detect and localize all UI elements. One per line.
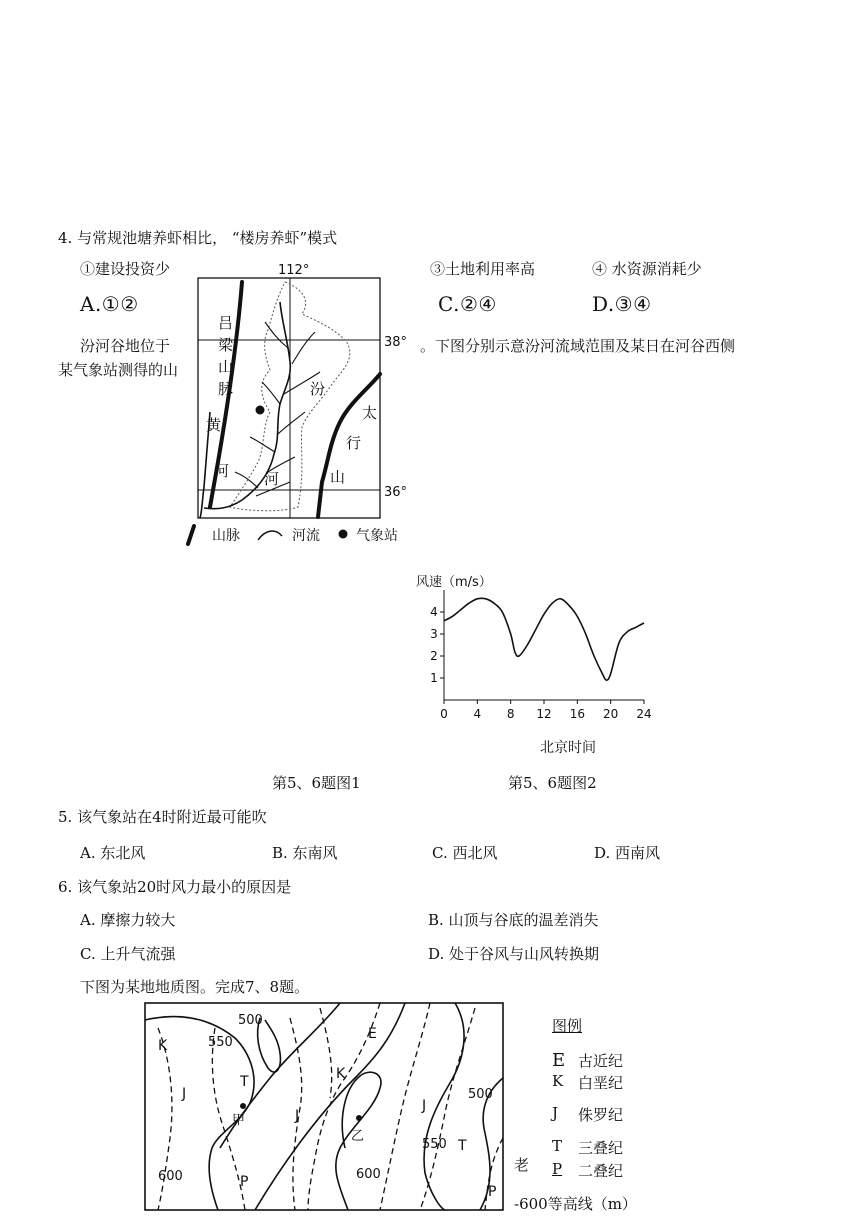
q6-stem: 6. 该气象站20时风力最小的原因是 <box>58 878 292 896</box>
chart-ticks <box>430 605 651 721</box>
q4-choice-a: A.①② <box>80 292 139 316</box>
geolegend-title: 图例 <box>552 1017 583 1035</box>
lvliang-char-4: 脉 <box>218 380 234 398</box>
old-label: 老 <box>514 1156 530 1174</box>
legend-river-label: 河流 <box>292 528 320 544</box>
he-mid-label: 河 <box>264 470 280 488</box>
geolegend-k-symbol: K <box>552 1072 564 1090</box>
y-tick-label: 2 <box>430 649 438 663</box>
fig2-caption: 第5、6题图2 <box>508 774 597 792</box>
x-tick-label: 24 <box>636 707 652 721</box>
geo-label-j2: J <box>295 1108 300 1124</box>
geo-label-j1: J <box>182 1086 187 1102</box>
geolegend-j-symbol: J <box>552 1104 559 1122</box>
q6-choice-d: D. 处于谷风与山风转换期 <box>428 945 600 963</box>
geo-label-p2: P <box>488 1184 497 1200</box>
passage-line1-left: 汾河谷地位于 <box>80 337 171 355</box>
x-tick-label: 16 <box>569 707 585 721</box>
geo-label-p1: P <box>240 1174 249 1190</box>
point-yi-dot <box>356 1115 362 1121</box>
q4-stem: 4. 与常规池塘养虾相比， “楼房养虾”模式 <box>58 229 338 247</box>
contour-550-b: 550 <box>422 1137 447 1152</box>
weather-station-dot <box>256 406 265 415</box>
geolegend-e-name: 古近纪 <box>578 1052 624 1070</box>
lvliang-char-1: 吕 <box>218 314 234 332</box>
geo-label-t1: T <box>240 1074 249 1090</box>
legend-mountain-label: 山脉 <box>212 528 240 544</box>
geolegend-k-name: 白垩纪 <box>578 1074 624 1092</box>
q4-choice-d: D.③④ <box>592 292 652 316</box>
q5-stem: 5. 该气象站在4时附近最可能吹 <box>58 808 267 826</box>
lvliang-char-2: 梁 <box>218 336 234 354</box>
y-tick-label: 3 <box>430 627 438 641</box>
q4-choice-c: C.②④ <box>438 292 497 316</box>
contour-600-a: 600 <box>158 1169 183 1184</box>
q5-choice-c: C. 西北风 <box>432 844 498 862</box>
chart-xlabel: 北京时间 <box>540 740 596 756</box>
geolegend-contour-note: -600等高线（m） <box>514 1195 637 1213</box>
geolegend-t-symbol: T <box>552 1137 563 1155</box>
geo-label-j3: J <box>422 1098 427 1114</box>
contour-550-a: 550 <box>208 1035 233 1050</box>
legend-station-label: 气象站 <box>356 528 398 544</box>
x-tick-label: 0 <box>440 707 448 721</box>
y-tick-label: 1 <box>430 671 438 685</box>
q6-choice-c: C. 上升气流强 <box>80 945 176 963</box>
lon-label: 112° <box>278 263 310 278</box>
chart-ylabel: 风速（m/s） <box>416 575 492 590</box>
point-jia-dot <box>240 1103 246 1109</box>
contour-500-a: 500 <box>238 1013 263 1028</box>
geolegend-j-name: 侏罗纪 <box>578 1106 624 1124</box>
fig1-caption: 第5、6题图1 <box>272 774 361 792</box>
geo-label-k1: K <box>158 1038 168 1054</box>
contour-500-b: 500 <box>468 1087 493 1102</box>
wind-speed-line <box>444 598 644 680</box>
geo-label-e: E <box>368 1026 377 1042</box>
lvliang-char-3: 山 <box>218 358 234 376</box>
q5-choice-d: D. 西南风 <box>594 844 661 862</box>
lat-top-label: 38° <box>384 335 408 350</box>
geolegend-t-name: 三叠纪 <box>578 1139 624 1157</box>
geomap-frame <box>145 1003 503 1210</box>
q4-option-3: ③土地利用率高 <box>430 260 536 278</box>
chart-axes <box>444 590 644 700</box>
x-tick-label: 4 <box>473 707 482 721</box>
taihang-char-2: 行 <box>346 434 362 452</box>
q5-choice-b: B. 东南风 <box>272 844 338 862</box>
q4-option-1: ①建设投资少 <box>80 260 171 278</box>
he-left-label: 河 <box>214 462 230 480</box>
x-tick-label: 8 <box>506 707 515 721</box>
q4-option-4: ④ 水资源消耗少 <box>592 260 702 278</box>
legend-station-symbol <box>339 530 348 539</box>
lat-bottom-label: 36° <box>384 485 408 500</box>
fen-river-map <box>180 262 420 552</box>
geolegend-p-symbol: P <box>552 1160 563 1178</box>
taihang-char-3: 山 <box>330 468 346 486</box>
contour-600-b: 600 <box>356 1167 381 1182</box>
passage-line2-left: 某气象站测得的山 <box>58 361 179 379</box>
q5-choice-a: A. 东北风 <box>80 844 146 862</box>
geolegend-p-name: 二叠纪 <box>578 1162 624 1180</box>
geo-label-t2: T <box>458 1138 467 1154</box>
q6-choice-a: A. 摩擦力较大 <box>80 911 176 929</box>
fen-label: 汾 <box>310 380 326 398</box>
geo-label-k2: K <box>336 1066 346 1082</box>
point-yi-label: 乙 <box>351 1129 365 1144</box>
q6-choice-b: B. 山顶与谷底的温差消失 <box>428 911 599 929</box>
huang-label: 黄 <box>206 416 222 434</box>
geological-map <box>140 998 510 1216</box>
y-tick-label: 4 <box>430 605 438 619</box>
q78-intro: 下图为某地地质图。完成7、8题。 <box>80 978 310 996</box>
passage-line1-right: 。下图分别示意汾河流域范围及某日在河谷西侧 <box>420 337 736 355</box>
x-tick-label: 20 <box>603 707 619 721</box>
taihang-char-1: 太 <box>362 404 378 422</box>
point-jia-label: 甲 <box>232 1113 246 1128</box>
x-tick-label: 12 <box>536 707 552 721</box>
geolegend-e-symbol: E <box>552 1050 566 1071</box>
wind-speed-chart <box>412 568 672 768</box>
